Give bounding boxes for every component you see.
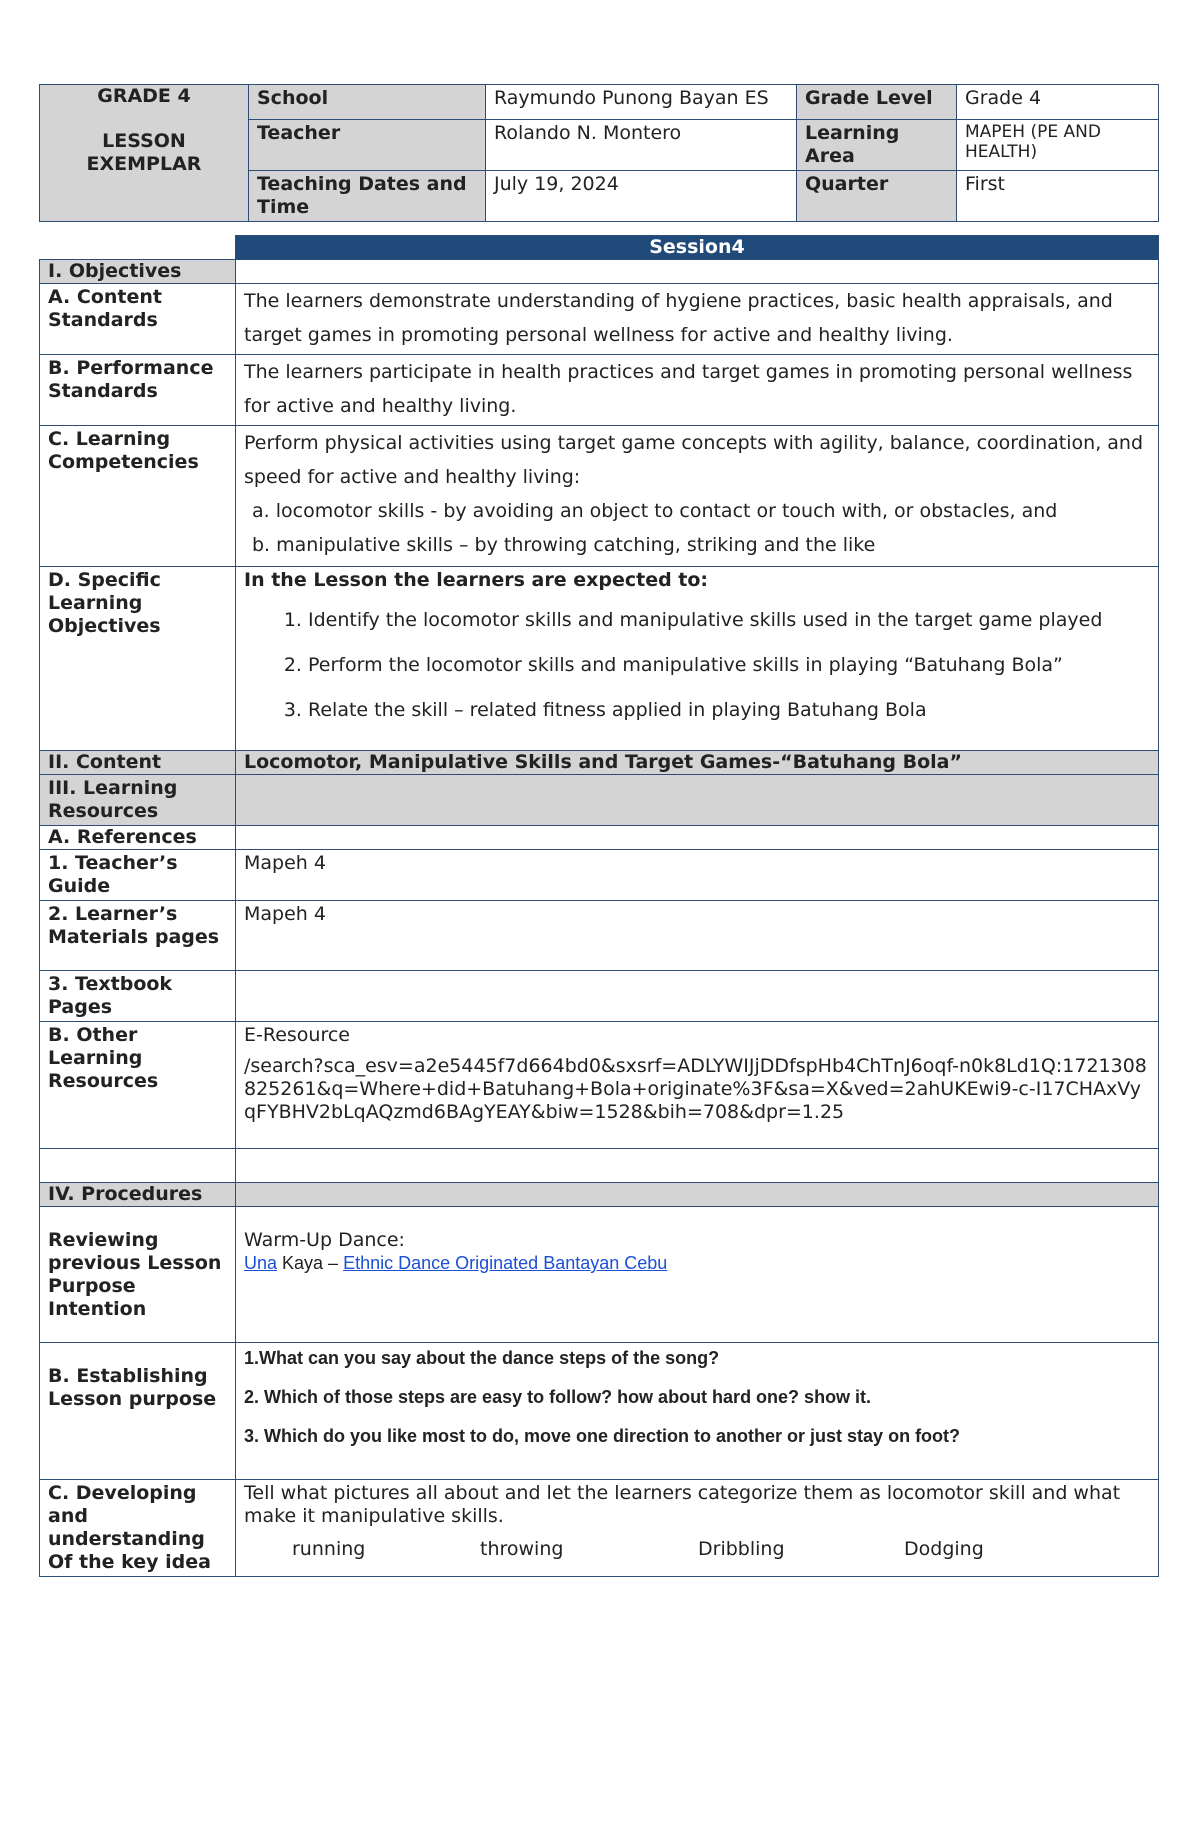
e-resource-url: /search?sca_esv=a2e5445f7d664bd0&sxsrf=ADLYWIJjDDfspHb4ChTnJ6oqf-n0k8Ld1Q:1721308825261&q=Where+did+Batuhang+Bola+originate%3F&sa=X&ved=2ahUKEwi9-c-I17CHAxVyqFYBHV2bLqAQzmd6BAgYEAY&biw=1528&bih=708&dpr=1.25	[244, 1055, 1147, 1123]
learning-competencies-cell	[236, 426, 1159, 567]
grade-level-value: Grade 4	[957, 85, 1159, 120]
reviewing-lesson-cell	[236, 1207, 1159, 1343]
skill-throwing: throwing	[480, 1538, 564, 1560]
learners-materials-label: 2. Learner’s Materials pages	[40, 901, 236, 971]
textbook-pages-label: 3. Textbook Pages	[40, 971, 236, 1022]
textbook-pages-blank	[236, 971, 1159, 1022]
teacher-label: Teacher	[249, 120, 486, 171]
session-banner: Session4	[236, 236, 1159, 260]
learning-resources-blank	[236, 775, 1159, 826]
procedures-heading: IV. Procedures	[40, 1183, 236, 1207]
una-link[interactable]: Una	[244, 1253, 278, 1273]
skill-running: running	[292, 1538, 366, 1560]
exemplar-label: EXEMPLAR	[86, 153, 202, 175]
teaching-dates-value: July 19, 2024	[486, 171, 797, 222]
specific-objectives-intro: In the Lesson the learners are expected to:	[244, 569, 709, 591]
procedures-blank	[236, 1183, 1159, 1207]
ethnic-dance-link[interactable]: Ethnic Dance Originated Bantayan Cebu	[343, 1253, 668, 1273]
content-value: Locomotor, Manipulative Skills and Target Games-“Batuhang Bola”	[236, 751, 1159, 775]
blank-corner-cell	[40, 236, 236, 260]
learning-area-label: Learning Area	[797, 120, 957, 171]
list-item: 3. Relate the skill – related fitness applied in playing Batuhang Bola	[308, 688, 1150, 733]
list-item: 2. Perform the locomotor skills and manipulative skills in playing “Batuhang Bola”	[308, 643, 1150, 688]
establish-question-2: 2. Which of those steps are easy to follow? how about hard one? show it.	[244, 1387, 872, 1407]
references-blank	[236, 826, 1159, 850]
specific-objectives-cell	[236, 567, 1159, 751]
other-resources-label: B. Other Learning Resources	[40, 1022, 236, 1149]
learning-competencies-text: Perform physical activities using target game concepts with agility, balance, coordination, and speed for active and healthy living:	[244, 432, 1144, 488]
grade-lesson-exemplar-cell	[40, 85, 249, 222]
school-value: Raymundo Punong Bayan ES	[486, 85, 797, 120]
teaching-dates-label: Teaching Dates and Time	[249, 171, 486, 222]
list-item: 1. Identify the locomotor skills and manipulative skills used in the target game played	[308, 598, 1150, 643]
quarter-value: First	[957, 171, 1159, 222]
content-heading: II. Content	[40, 751, 236, 775]
teacher-value: Rolando N. Montero	[486, 120, 797, 171]
quarter-label: Quarter	[797, 171, 957, 222]
teachers-guide-value: Mapeh 4	[236, 850, 1159, 901]
spacer-label-cell	[40, 1149, 236, 1183]
e-resource-title: E-Resource	[244, 1024, 350, 1046]
developing-key-idea-cell	[236, 1480, 1159, 1577]
performance-standards-label: B. Performance Standards	[40, 355, 236, 426]
other-resources-cell	[236, 1022, 1159, 1149]
lesson-label: LESSON	[102, 130, 186, 152]
content-standards-text: The learners demonstrate understanding of hygiene practices, basic health appraisals, and target games in promoting personal wellness for active and healthy living.	[236, 284, 1159, 355]
establish-question-3: 3. Which do you like most to do, move one direction to another or just stay on foot?	[244, 1426, 961, 1446]
spacer-value-cell	[236, 1149, 1159, 1183]
objectives-heading: I. Objectives	[40, 260, 236, 284]
content-standards-label: A. Content Standards	[40, 284, 236, 355]
references-label: A. References	[40, 826, 236, 850]
lesson-plan-table	[39, 235, 1159, 1577]
establishing-purpose-label: B. Establishing Lesson purpose	[40, 1343, 236, 1480]
specific-objectives-label: D. Specific Learning Objectives	[40, 567, 236, 751]
kaya-text: Kaya –	[277, 1253, 344, 1273]
grade-level-label: Grade Level	[797, 85, 957, 120]
school-label: School	[249, 85, 486, 120]
grade-label: GRADE 4	[97, 85, 191, 107]
establishing-purpose-cell	[236, 1343, 1159, 1480]
lesson-header-table	[39, 84, 1159, 222]
warm-up-title: Warm-Up Dance:	[244, 1229, 405, 1251]
performance-standards-text: The learners participate in health practices and target games in promoting personal wellness for active and healthy living.	[236, 355, 1159, 426]
developing-key-idea-label: C. Developing and understanding Of the key idea	[40, 1480, 236, 1577]
learning-resources-heading: III. Learning Resources	[40, 775, 236, 826]
establish-question-1: 1.What can you say about the dance steps of the song?	[244, 1348, 720, 1368]
skill-dribbling: Dribbling	[698, 1538, 785, 1560]
objectives-blank-cell	[236, 260, 1159, 284]
learning-competencies-label: C. Learning Competencies	[40, 426, 236, 567]
skills-row	[244, 1538, 1150, 1561]
reviewing-lesson-label: Reviewing previous Lesson Purpose Intention	[40, 1207, 236, 1343]
competency-b: b. manipulative skills – by throwing catching, striking and the like	[252, 534, 876, 556]
learners-materials-value: Mapeh 4	[236, 901, 1159, 971]
competency-a: a. locomotor skills - by avoiding an object to contact or touch with, or obstacles, and	[252, 500, 1058, 522]
teachers-guide-label: 1. Teacher’s Guide	[40, 850, 236, 901]
specific-objectives-list	[244, 598, 1150, 733]
warm-up-links	[244, 1252, 1150, 1275]
skill-dodging: Dodging	[904, 1538, 984, 1560]
developing-key-idea-text: Tell what pictures all about and let the learners categorize them as locomotor skill and what make it manipulative skills.	[244, 1482, 1121, 1527]
learning-area-value: MAPEH (PE AND HEALTH)	[957, 120, 1159, 171]
